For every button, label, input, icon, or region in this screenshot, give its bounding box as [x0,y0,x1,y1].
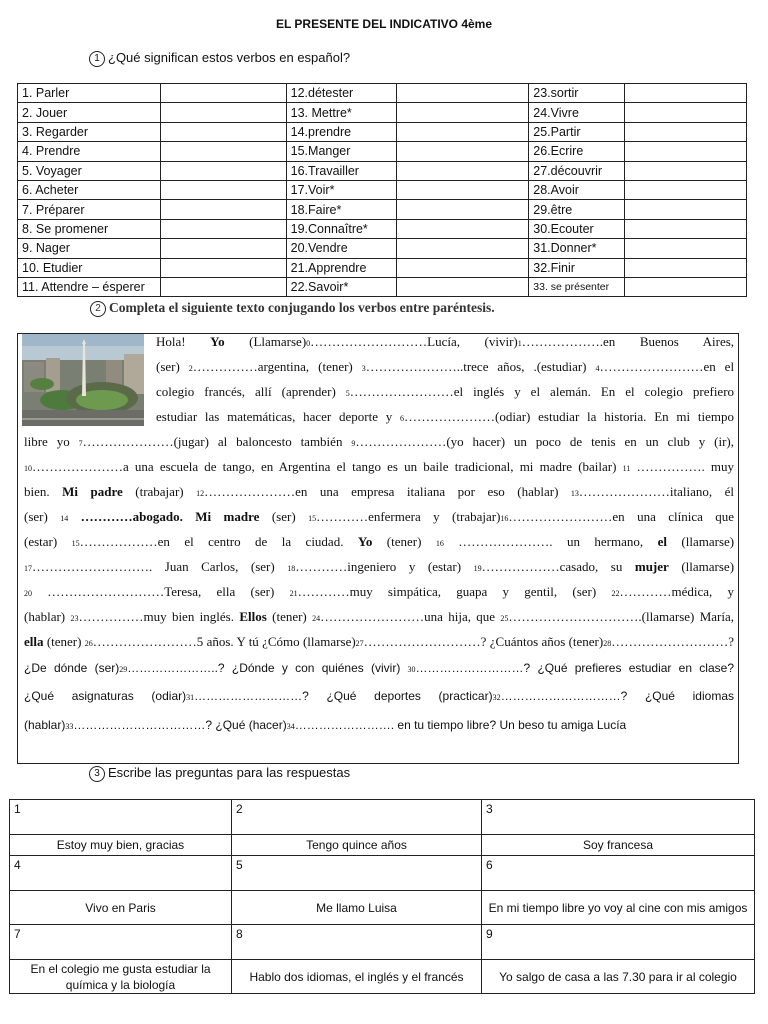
letter-blank[interactable]: …………enfermera y [316,509,440,524]
verb-cell: 17.Voir* [286,180,396,199]
translation-blank-cell[interactable] [160,219,286,238]
verb-cell: 27.découvrir [529,161,625,180]
letter-text: Buenos [639,334,679,349]
letter-bold: Yo [210,334,225,349]
verbs-table [17,83,747,297]
letter-text: (Llamarse) [249,334,307,349]
verb-cell: 32.Finir [529,258,625,277]
translation-blank-cell[interactable] [160,200,286,219]
letter-text: (ser) [271,509,296,524]
verb-cell: 31.Donner* [529,239,625,258]
letter-text: (ser) [24,509,48,524]
translation-blank-cell[interactable] [396,84,529,103]
letter-bold: el [657,534,667,549]
letter-line-4 [156,409,734,425]
blank-number: 34 [286,722,295,731]
letter-blank[interactable]: ……………………en una clínica que [508,509,735,524]
blank-number: 7 [78,439,83,448]
blank-number: 22 [611,589,620,598]
letter-blank[interactable]: ………………………Lucía, [310,334,460,349]
blank-number: 15 [308,514,317,523]
letter-blank[interactable]: …………………a una escuela de tango, en Argentina el tango es un baile tradicional, mi madre (bailar) [32,459,617,474]
section-2-instruction [90,300,495,317]
letter-blank[interactable]: ……………………. en tu tiempo libre? Un beso tu amiga Lucía [294,718,627,732]
answer-cell: Estoy muy bien, gracias [10,835,232,856]
letter-blank[interactable]: ……………….en [521,334,616,349]
blank-number: 25 [500,614,509,623]
letter-blank[interactable]: …………ingeniero y [295,559,416,574]
letter-blank[interactable]: ………………………. Juan Carlos, [32,559,239,574]
blank-number: 16 [500,514,509,523]
letter-blank[interactable]: ………………casado, [481,559,599,574]
section-2-number: 2 [90,301,106,317]
blank-number: 3 [361,364,366,373]
letter-text: (ser) [572,584,597,599]
translation-blank-cell[interactable] [625,258,747,277]
letter-text: libre yo [24,434,70,449]
question-cell[interactable]: 9 [482,925,755,960]
letter-line-15 [24,688,734,704]
blank-number: 24 [312,614,321,623]
letter-text: (ser) [250,584,275,599]
verb-cell: 4. Prendre [18,142,161,161]
letter-blank[interactable]: …………………en una empresa italiana por eso (hablar) [204,484,559,499]
verb-cell: 7. Préparer [18,200,161,219]
verb-cell: 3. Regarder [18,122,161,141]
letter-blank[interactable]: ………………………? ¿Qué deportes (practicar) [194,689,493,703]
question-cell[interactable]: 6 [482,856,755,891]
verb-cell: 29.être [529,200,625,219]
verb-cell: 11. Attendre – ésperer [18,277,161,296]
blank-number: 27 [355,639,364,648]
letter-text-box [17,333,739,764]
blank-number: 13 [570,489,579,498]
blank-number: 4 [595,364,600,373]
page-title: EL PRESENTE DEL INDICATIVO 4ème [275,17,493,31]
section-1-instruction [89,50,350,67]
verb-cell: 8. Se promener [18,219,161,238]
letter-text: allí [255,384,272,399]
translation-blank-cell[interactable] [160,84,286,103]
section-3-instruction [89,765,350,782]
verb-cell: 20.Vendre [286,239,396,258]
answer-row [10,835,755,856]
letter-line-6 [24,459,734,475]
translation-blank-cell[interactable] [160,122,286,141]
section-2-text: Completa el siguiente texto conjugando los verbos entre paréntesis. [109,300,495,315]
letter-blank[interactable]: ………………………? ¿Cuántos años (tener) [363,634,604,649]
questions-table [9,799,755,994]
letter-line-11 [24,584,734,600]
letter-blank[interactable]: …………………(yo hacer) un poco de tenis en un club y (ir), [355,434,735,449]
letter-line-10 [24,559,734,575]
letter-text: (tener) [46,634,82,649]
translation-blank-cell[interactable] [396,219,529,238]
verb-cell: 16.Travailler [286,161,396,180]
translation-blank-cell[interactable] [160,142,286,161]
letter-blank[interactable]: ………………en el centro de la ciudad. [79,534,344,549]
verb-cell: 19.Connaître* [286,219,396,238]
letter-blank[interactable]: …………………(odiar) estudiar la historia. [404,409,647,424]
verb-cell: 1. Parler [18,84,161,103]
letter-text: (trabajar) [452,509,501,524]
answer-cell: Hablo dos idiomas, el inglés y el francés [232,960,482,994]
letter-bold: mujer [634,559,669,574]
answer-cell: Yo salgo de casa a las 7.30 para ir al colegio [482,960,755,994]
section-3-text: Escribe las preguntas para las respuestas [108,765,351,780]
letter-line-7 [24,484,734,500]
letter-text: (estar) [24,534,58,549]
blank-number: 20 [24,589,32,598]
verb-row [18,161,747,180]
letter-text: (tener) [386,534,422,549]
translation-blank-cell[interactable] [396,103,529,122]
translation-blank-cell[interactable] [396,180,529,199]
verb-cell: 18.Faire* [286,200,396,219]
letter-text: ¿De dónde (ser) [24,661,120,675]
letter-line-3 [156,384,734,400]
letter-text: (ser) [250,559,275,574]
letter-text: un hermano, [566,534,644,549]
letter-bold: ella [24,634,44,649]
verb-cell: 24.Vivre [529,103,625,122]
answer-cell: Soy francesa [482,835,755,856]
letter-text: (llamarse) [681,534,735,549]
verb-cell: 30.Ecouter [529,219,625,238]
letter-blank[interactable]: …………muy simpática, guapa y gentil, [297,584,558,599]
translation-blank-cell[interactable] [160,103,286,122]
blank-number: 28 [603,639,612,648]
letter-line-13 [24,634,734,650]
translation-blank-cell[interactable] [160,161,286,180]
letter-text: (ser) [156,359,180,374]
verb-row [18,122,747,141]
letter-text: .(estudiar) [533,359,587,374]
blank-number: 9 [351,439,356,448]
verb-cell: 23.sortir [529,84,625,103]
letter-text: colegio francés, [156,384,246,399]
letter-text: (tener) [272,609,307,624]
blank-number: 31 [186,693,195,702]
letter-line-2 [156,359,734,375]
blank-number: 5 [345,389,350,398]
verb-cell: 14.prendre [286,122,396,141]
blank-number: 11 [622,464,631,473]
verb-row [18,219,747,238]
verb-cell: 33. se présenter [529,277,625,296]
translation-blank-cell[interactable] [396,142,529,161]
verb-cell: 22.Savoir* [286,277,396,296]
answer-cell: Me llamo Luisa [232,891,482,925]
letter-text: (estar) [427,559,462,574]
translation-blank-cell[interactable] [625,122,747,141]
translation-blank-cell[interactable] [396,200,529,219]
question-cell[interactable]: 5 [232,856,482,891]
translation-blank-cell[interactable] [396,258,529,277]
verb-cell: 28.Avoir [529,180,625,199]
answer-cell: Tengo quince años [232,835,482,856]
letter-text: (llamarse) [681,559,735,574]
letter-blank[interactable]: …………………italiano, él [578,484,734,499]
letter-blank[interactable]: …………………………? ¿Qué idiomas [500,689,734,703]
translation-blank-cell[interactable] [625,219,747,238]
verb-cell: 13. Mettre* [286,103,396,122]
letter-blank[interactable]: ………………………Teresa, [47,584,202,599]
blank-number: 0 [306,339,311,348]
translation-blank-cell[interactable] [625,103,747,122]
letter-blank[interactable]: ……………………………? ¿Qué (hacer) [73,718,287,732]
letter-blank[interactable]: …………………. [458,534,553,549]
letter-text: su [610,559,623,574]
question-cell[interactable]: 3 [482,800,755,835]
blank-number: 17 [24,564,32,573]
translation-blank-cell[interactable] [160,239,286,258]
letter-bold: Ellos [239,609,267,624]
answer-cell: En el colegio me gusta estudiar la química y la biología [10,960,232,994]
letter-text: En mi tiempo [654,409,734,424]
letter-text: (vivir) [484,334,518,349]
letter-line-1 [156,334,734,350]
blank-number: 16 [435,539,444,548]
blank-number: 1 [517,339,522,348]
letter-bold: Yo [357,534,373,549]
verb-cell: 10. Etudier [18,258,161,277]
blank-number: 6 [400,414,404,423]
verb-row [18,180,747,199]
verb-row [18,84,747,103]
letter-blank[interactable]: ……………………5 años. Y tú ¿Cómo (llamarse) [92,634,356,649]
letter-text: ella [216,584,236,599]
blank-number: 10 [24,464,32,473]
section-3-number: 3 [89,766,105,782]
verb-cell: 21.Apprendre [286,258,396,277]
letter-blank[interactable]: ………………………….(llamarse) María, [508,609,734,624]
letter-text: (trabajar) [135,484,184,499]
verb-cell: 9. Nager [18,239,161,258]
letter-text: (aprender) [281,384,336,399]
translation-blank-cell[interactable] [625,239,747,258]
letter-text: (hablar) [24,609,66,624]
translation-blank-cell[interactable] [625,277,747,296]
translation-blank-cell[interactable] [625,200,747,219]
translation-blank-cell[interactable] [625,161,747,180]
verb-cell: 26.Ecrire [529,142,625,161]
translation-blank-cell[interactable] [625,180,747,199]
buenos-aires-obelisk-photo [22,334,144,426]
blank-number: 12 [196,489,205,498]
translation-blank-cell[interactable] [160,277,286,296]
letter-text: bien. [24,484,50,499]
verb-row [18,277,747,296]
verb-cell: 6. Acheter [18,180,161,199]
letter-blank[interactable]: ……………………una hija, que [320,609,496,624]
translation-blank-cell[interactable] [160,180,286,199]
blank-number: 26 [84,639,93,648]
blank-number: 15 [71,539,80,548]
question-cell[interactable]: 2 [232,800,482,835]
letter-blank[interactable]: …………………(jugar) al baloncesto también [82,434,343,449]
answer-row [10,891,755,925]
letter-text: Hola! [156,334,186,349]
blank-number: 33 [65,722,74,731]
verb-cell: 2. Jouer [18,103,161,122]
blank-number: 19 [473,564,482,573]
question-cell[interactable]: 1 [10,800,232,835]
translation-blank-cell[interactable] [396,239,529,258]
blank-number: 29 [119,665,128,674]
verb-cell: 25.Partir [529,122,625,141]
verb-row [18,239,747,258]
letter-text: estudiar las matemáticas, hacer deporte y [156,409,393,424]
section-1-number: 1 [89,51,105,67]
question-cell[interactable]: 7 [10,925,232,960]
question-cell[interactable]: 8 [232,925,482,960]
verb-cell: 12.détester [286,84,396,103]
letter-blank[interactable]: …………………..? ¿Dónde y con quiénes (vivir) [127,661,401,675]
letter-blank[interactable]: …………abogado. [80,509,183,524]
letter-line-5 [24,434,734,450]
question-row [10,856,755,891]
letter-blank[interactable]: ……………. muy [636,459,735,474]
letter-blank[interactable]: ……………argentina, [192,359,310,374]
letter-line-9 [24,534,734,550]
verb-row [18,142,747,161]
answer-cell: En mi tiempo libre yo voy al cine con mis amigos [482,891,755,925]
letter-blank[interactable]: ………………………? ¿Qué prefieres estudiar en clase? [415,661,734,675]
blank-number: 14 [60,514,69,523]
letter-text: (tener) [318,359,353,374]
letter-text: Aires, [702,334,735,349]
letter-text: ¿Qué asignaturas (odiar) [24,689,187,703]
verb-row [18,103,747,122]
letter-line-12 [24,609,734,625]
letter-blank[interactable]: ………………………? [611,634,735,649]
letter-line-8 [24,509,734,525]
answer-cell: Vivo en Paris [10,891,232,925]
verb-cell: 15.Manger [286,142,396,161]
question-row [10,925,755,960]
translation-blank-cell[interactable] [396,161,529,180]
letter-bold: Mi padre [62,484,123,499]
letter-bold: Mi madre [195,509,260,524]
blank-number: 2 [188,364,193,373]
verb-row [18,200,747,219]
letter-line-14 [24,660,734,676]
blank-number: 18 [287,564,296,573]
blank-number: 30 [407,665,416,674]
translation-blank-cell[interactable] [396,122,529,141]
verb-cell: 5. Voyager [18,161,161,180]
translation-blank-cell[interactable] [625,142,747,161]
section-1-text: ¿Qué significan estos verbos en español? [108,50,351,65]
translation-blank-cell[interactable] [160,258,286,277]
letter-line-16 [24,717,734,733]
letter-blank[interactable]: …………médica, y [619,584,734,599]
blank-number: 32 [492,693,501,702]
letter-blank[interactable]: …………………..trece años, [365,359,525,374]
question-row [10,800,755,835]
letter-text: (hablar) [24,718,66,732]
letter-blank[interactable]: ……………………en el [599,359,735,374]
translation-blank-cell[interactable] [625,84,747,103]
answer-row [10,960,755,994]
translation-blank-cell[interactable] [396,277,529,296]
blank-number: 21 [289,589,298,598]
letter-blank[interactable]: ……………………el inglés y el alemán. En el colegio prefiero [349,384,735,399]
blank-number: 23 [70,614,79,623]
question-cell[interactable]: 4 [10,856,232,891]
letter-blank[interactable]: ……………muy bien inglés. [78,609,234,624]
verb-row [18,258,747,277]
